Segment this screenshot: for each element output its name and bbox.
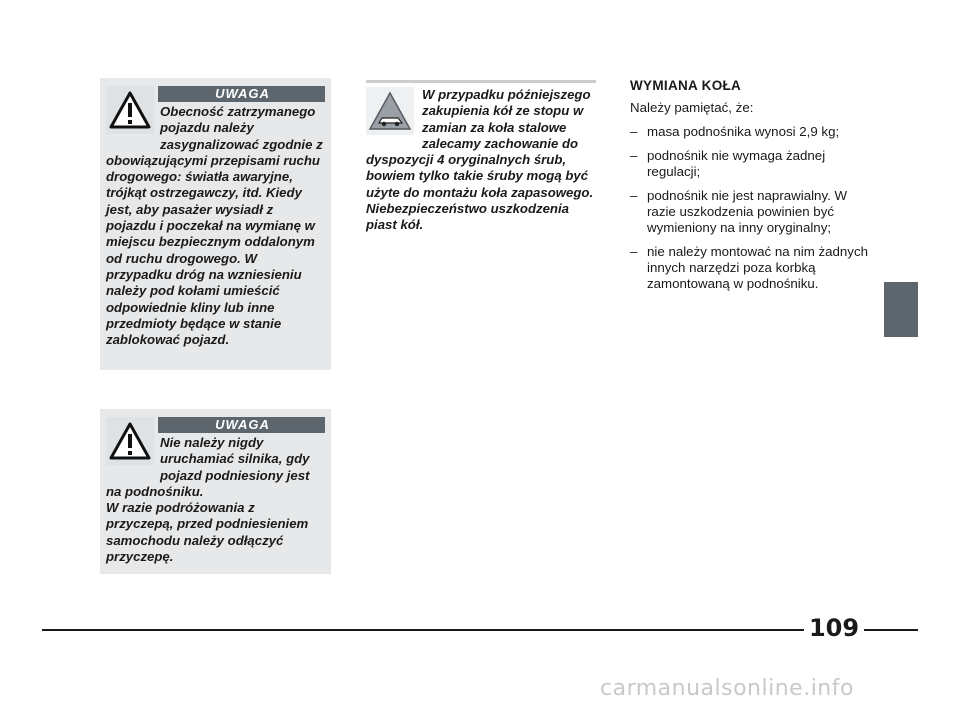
watermark: carmanualsonline.info [600, 676, 854, 701]
list-item: – nie należy montować na nim żadnych innych narzędzi poza korbką zamontowaną w podnośniku. [630, 244, 870, 292]
page-number: 109 [808, 614, 860, 642]
alloy-wheel-note [366, 80, 596, 234]
warning-label: UWAGA [158, 86, 325, 102]
section-title: WYMIANA KOŁA [630, 78, 742, 93]
footer-rule-right [864, 629, 918, 631]
warning-triangle-icon [106, 86, 154, 134]
list-item: – masa podnośnika wynosi 2,9 kg; [630, 124, 870, 140]
section-intro: Należy pamiętać, że: [630, 100, 754, 115]
warning-text: Nie należy nigdy uruchamiać silnika, gdy pojazd podniesiony jest na podnośniku. W razie podróżowania z przyczepą, przed podniesieniem samochodu należy odłączyć przyczepę. [106, 435, 310, 565]
warning-box-2 [100, 409, 331, 574]
warning-label: UWAGA [158, 417, 325, 433]
warning-box-1 [100, 78, 331, 370]
list-item: – podnośnik nie jest naprawialny. W razie uszkodzenia powinien być wymieniony na inny oryginalny; [630, 188, 870, 236]
note-rule [366, 80, 596, 83]
car-warning-icon [366, 87, 414, 135]
jack-facts-list [630, 124, 870, 292]
note-text: W przypadku późniejszego zakupienia kół ze stopu w zamian za koła stalowe zalecamy zachowanie do dyspozycji 4 oryginalnych śrub, bowiem tylko takie śruby mogą być użyte do montażu koła zapasowego. Niebezpieczeństwo uszkodzenia piast kół. [366, 87, 594, 233]
list-item: – podnośnik nie wymaga żadnej regulacji; [630, 148, 870, 180]
chapter-tab [884, 282, 918, 337]
warning-triangle-icon [106, 417, 154, 465]
warning-text: Obecność zatrzymanego pojazdu należy zasygnalizować zgodnie z obowiązującymi przepisami ruchu drogowego: światła awaryjne, trójkąt ostrzegawczy, itd. Kiedy jest, aby pasażer wysiadł z pojazdu i poczekał na wymianę w miejscu bezpiecznym oddalonym od ruchu drogowego. W przypadku dróg na wzniesieniu należy pod kołami umieścić odpowiednie kliny lub inne przedmioty będące w stanie zablokować pojazd. [106, 104, 323, 348]
footer-rule-left [42, 629, 804, 631]
tire-change-section [630, 78, 870, 300]
